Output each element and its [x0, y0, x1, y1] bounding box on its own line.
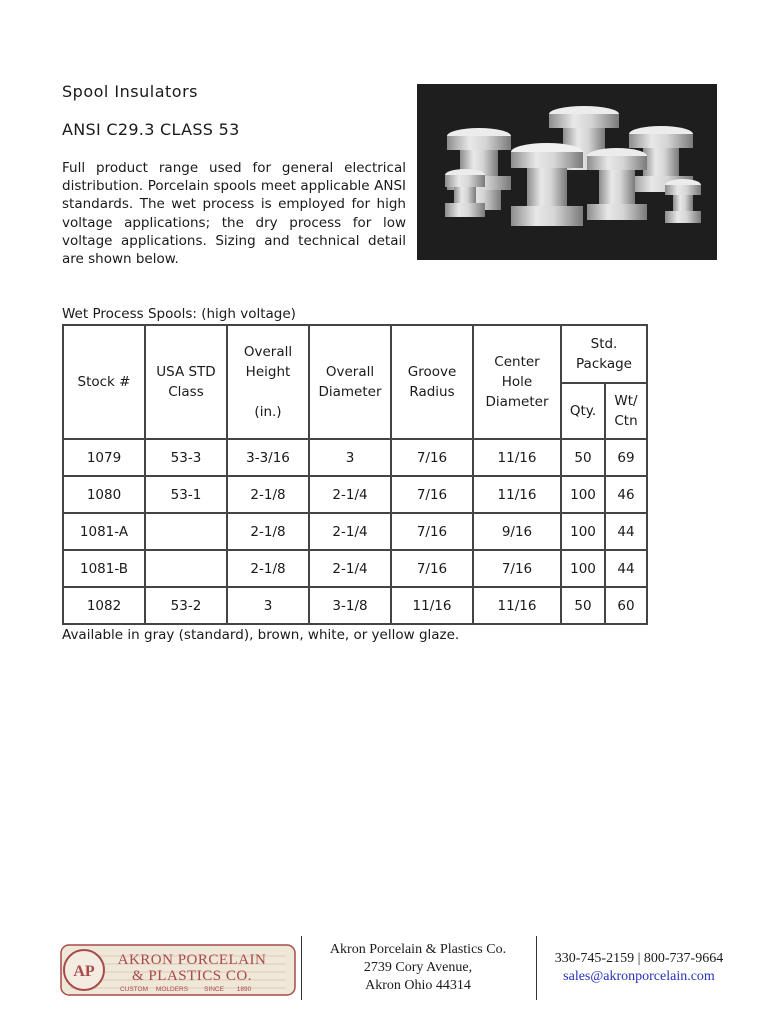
cell-groove: 11/16	[391, 587, 473, 624]
col-header-hole: Center Hole Diameter	[473, 325, 561, 439]
cell-groove: 7/16	[391, 513, 473, 550]
cell-diameter: 3-1/8	[309, 587, 391, 624]
col-header-class: USA STD Class	[145, 325, 227, 439]
cell-stock: 1082	[63, 587, 145, 624]
cell-diameter: 3	[309, 439, 391, 476]
logo-tagline-4: 1890	[236, 986, 252, 993]
col-header-wt: Wt/ Ctn	[605, 383, 647, 439]
table-row	[63, 439, 647, 476]
cell-groove: 7/16	[391, 439, 473, 476]
company-address	[310, 941, 526, 995]
footer-divider	[301, 936, 302, 1000]
company-city: Akron Ohio 44314	[365, 978, 471, 993]
cell-diameter: 2-1/4	[309, 476, 391, 513]
cell-class	[145, 513, 227, 550]
cell-class: 53-3	[145, 439, 227, 476]
glaze-note: Available in gray (standard), brown, white, or yellow glaze.	[62, 627, 460, 643]
spool-spec-table	[62, 324, 648, 625]
col-header-qty: Qty.	[561, 383, 605, 439]
col-header-groove: Groove Radius	[391, 325, 473, 439]
cell-stock: 1081-B	[63, 550, 145, 587]
company-name: Akron Porcelain & Plastics Co.	[329, 942, 507, 957]
cell-height: 2-1/8	[227, 513, 309, 550]
footer-divider	[536, 936, 537, 1000]
cell-wt: 46	[605, 476, 647, 513]
cell-class	[145, 550, 227, 587]
phone-numbers: 330-745-2159 | 800-737-9664	[554, 951, 724, 966]
col-header-stock: Stock #	[63, 325, 145, 439]
logo-tagline-2: MOLDERS	[155, 986, 189, 993]
cell-wt: 44	[605, 513, 647, 550]
table-row	[63, 476, 647, 513]
cell-groove: 7/16	[391, 476, 473, 513]
cell-stock: 1081-A	[63, 513, 145, 550]
table-row	[63, 550, 647, 587]
logo-line1: AKRON PORCELAIN	[117, 952, 267, 968]
company-contact	[540, 950, 738, 986]
cell-wt: 60	[605, 587, 647, 624]
cell-wt: 44	[605, 550, 647, 587]
cell-diameter: 2-1/4	[309, 550, 391, 587]
cell-hole: 11/16	[473, 587, 561, 624]
logo-monogram: AP	[73, 963, 95, 980]
cell-qty: 100	[561, 476, 605, 513]
table-caption: Wet Process Spools: (high voltage)	[62, 306, 296, 322]
logo-line2: & PLASTICS CO.	[132, 968, 252, 984]
cell-qty: 50	[561, 439, 605, 476]
cell-class: 53-2	[145, 587, 227, 624]
col-header-height: Overall Height (in.)	[227, 325, 309, 439]
cell-hole: 9/16	[473, 513, 561, 550]
logo-tagline-1: CUSTOM	[119, 986, 149, 993]
table-row	[63, 587, 647, 624]
page-subtitle: ANSI C29.3 CLASS 53	[62, 120, 240, 139]
spool-insulators-photo	[417, 84, 717, 260]
cell-hole: 11/16	[473, 476, 561, 513]
logo-tagline-3: SINCE	[204, 986, 224, 993]
cell-stock: 1080	[63, 476, 145, 513]
cell-hole: 11/16	[473, 439, 561, 476]
table-row	[63, 513, 647, 550]
cell-stock: 1079	[63, 439, 145, 476]
page-title: Spool Insulators	[62, 82, 198, 101]
cell-hole: 7/16	[473, 550, 561, 587]
company-street: 2739 Cory Avenue,	[363, 960, 473, 975]
cell-wt: 69	[605, 439, 647, 476]
company-logo	[60, 944, 296, 996]
email-link[interactable]: sales@akronporcelain.com	[563, 969, 715, 984]
spool-insulators-image	[417, 84, 717, 260]
col-header-diameter: Overall Diameter	[309, 325, 391, 439]
cell-height: 3	[227, 587, 309, 624]
cell-qty: 100	[561, 550, 605, 587]
cell-qty: 50	[561, 587, 605, 624]
cell-height: 2-1/8	[227, 550, 309, 587]
cell-height: 3-3/16	[227, 439, 309, 476]
cell-height: 2-1/8	[227, 476, 309, 513]
product-description: Full product range used for general electrical distribution. Porcelain spools meet applicable ANSI standards. The wet process is employed for high voltage applications; the dry process for low voltage applications. Sizing and technical detail are shown below.	[62, 160, 406, 268]
cell-class: 53-1	[145, 476, 227, 513]
cell-qty: 100	[561, 513, 605, 550]
cell-groove: 7/16	[391, 550, 473, 587]
col-header-package: Std. Package	[561, 325, 647, 383]
cell-diameter: 2-1/4	[309, 513, 391, 550]
